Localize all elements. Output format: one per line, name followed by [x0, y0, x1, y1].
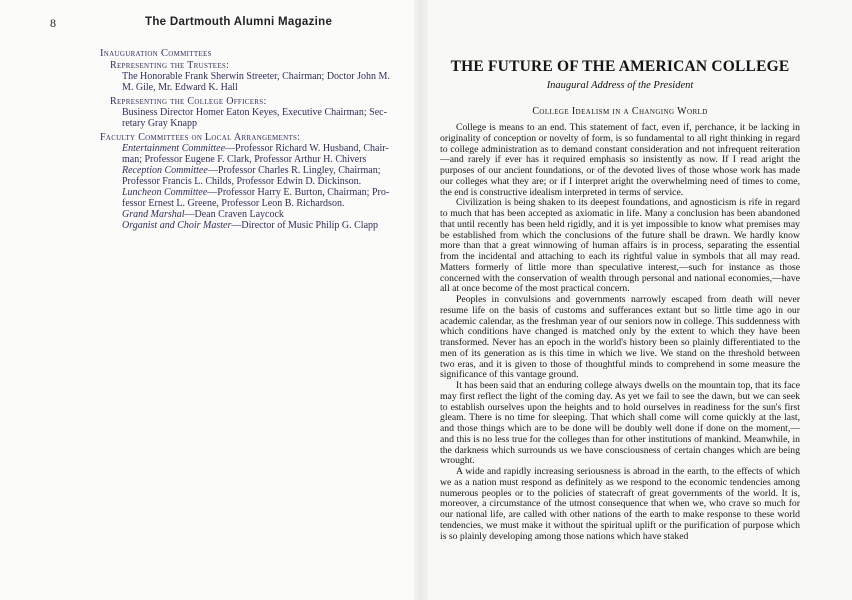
marshal-name: Grand Marshal: [122, 209, 185, 220]
section-heading-text: College Idealism in a Changing World: [532, 106, 708, 117]
officers-label: Representing the College Officers:: [110, 96, 267, 107]
entertainment-line-2: man; Professor Eugene F. Clark, Professor Arthur H. Chivers: [122, 154, 367, 165]
article-subtitle: Inaugural Address of the President: [546, 80, 694, 91]
section-heading: [440, 106, 800, 117]
paragraph-1: College is means to an end. This statement of fact, even if, perchance, it be lacking in originality of conception or novelty of form, is so fundamental to all right thinking in regard to college administration as to demand constant consideration and not infrequent reiteration—and rarely if ever has it required emphasis so insistently as now. If I read aright the purposes of our ancient foundations, or of the devoted lives of those whose work has made our colleges what they are; or if I interpret aright the overwhelming need of times to come, the end is constructive idealism interpreted in terms of service.: [440, 122, 800, 198]
reception-line-1: —Professor Charles R. Lingley, Chairman;: [207, 165, 381, 176]
luncheon-line-1: —Professor Harry E. Burton, Chairman; Pro-: [207, 187, 390, 198]
committees-title: Inauguration Committees: [100, 48, 212, 59]
grand-marshal: [122, 209, 418, 220]
officers-line-1: Business Director Homer Eaton Keyes, Executive Chairman; Sec-: [122, 107, 387, 118]
paragraph-3: Peoples in convulsions and governments narrowly escaped from death will never resume life on the basis of customs and sufferances extant but so little time ago in our academic calendar, as the freshman year of our seniors now in college. This suddenness with which conditions have changed is matched only by the extent to which they have been transformed. Never has an epoch in the world's history been so plainly differentiated to the men of its generation as is this time in which we live. We stand on the threshold between two eras, and it is given to those of thoughtful minds to comprehend in some measure the significance of this vantage ground.: [440, 294, 800, 381]
officers-line-2: retary Gray Knapp: [122, 118, 197, 129]
marshal-text: —Dean Craven Laycock: [184, 209, 284, 220]
officers-members: [122, 107, 418, 129]
left-page: [0, 0, 420, 600]
trustees-line-1: The Honorable Frank Sherwin Streeter, Chairman; Doctor John M.: [122, 71, 390, 82]
page-number: 8: [50, 16, 56, 30]
organist-name: Organist and Choir Master: [122, 220, 232, 231]
article: [440, 58, 800, 542]
paragraph-5: A wide and rapidly increasing seriousness is abroad in the earth, to the effects of which we as a nation must respond as definitely as we respond to the economic tendencies among numerous peoples or to the policies of statecraft of great governments of the world. It is, moreover, a circumstance of the utmost consequence that when we, who crave so much for our national life, are called with other nations of the earth to make response to these world tendencies, we must make it without the spiritual uplift or the purification of purpose which is so plainly developing among those nations which have staked: [440, 466, 800, 542]
page-header: [50, 16, 410, 30]
organist-text: —Director of Music Philip G. Clapp: [231, 220, 379, 231]
reception-line-2: Professor Francis L. Childs, Professor Edwin D. Dickinson.: [122, 176, 362, 187]
organist: [122, 220, 418, 231]
reception-committee: [122, 165, 418, 187]
article-body: [440, 123, 800, 542]
luncheon-line-2: fessor Ernest L. Greene, Professor Leon B. Richardson.: [122, 198, 345, 209]
article-title: THE FUTURE OF THE AMERICAN COLLEGE: [450, 58, 790, 75]
paragraph-4: It has been said that an enduring college always dwells on the mountain top, that its face may first reflect the light of the coming day. As yet we fail to see the dawn, but we can seek to establish ourselves upon the heights and to hold ourselves in readiness for the sun's first gleam. There is no time for sleeping. That which shall come will come quickly at the last, and those things which are to be done will be doubly well done if done on the moment,—and this is no less true for the colleges than for other institutions of mankind. Meanwhile, in the darkness which surrounds us we have consciousness of certain changes which are being wrought.: [440, 380, 800, 467]
entertainment-line-1: —Professor Richard W. Husband, Chair-: [225, 143, 389, 154]
luncheon-name: Luncheon Committee: [122, 187, 208, 198]
trustees-label: Representing the Trustees:: [110, 60, 230, 71]
committees-list: [100, 48, 418, 231]
entertainment-name: Entertainment Committee: [122, 143, 226, 154]
running-head: The Dartmouth Alumni Magazine: [145, 16, 333, 28]
entertainment-committee: [122, 143, 418, 165]
luncheon-committee: [122, 187, 418, 209]
trustees-line-2: M. Gile, Mr. Edward K. Hall: [122, 82, 238, 93]
paragraph-2: Civilization is being shaken to its deepest foundations, and agnosticism is rife in regard to much that has been accepted as axiomatic in life. Many a conclusion has been abandoned that until recently has been held rigidly, and it is yet impossible to know what premises may be established from which the conclusions of the future shall be drawn. We hardly know more than that a great winnowing of human affairs is in process, separating the essential from the incidental and attaching to each its rightful value in symbols that all may read. Matters formerly of little more than speculative interest,—such for instance as those concerned with the conservation of wealth through personal and national economies,—have all at once become of the most practical concern.: [440, 197, 800, 295]
book-gutter: [414, 0, 428, 600]
reception-name: Reception Committee: [122, 165, 208, 176]
faculty-label: Faculty Committees on Local Arrangements:: [100, 132, 301, 143]
trustees-members: [122, 71, 418, 93]
